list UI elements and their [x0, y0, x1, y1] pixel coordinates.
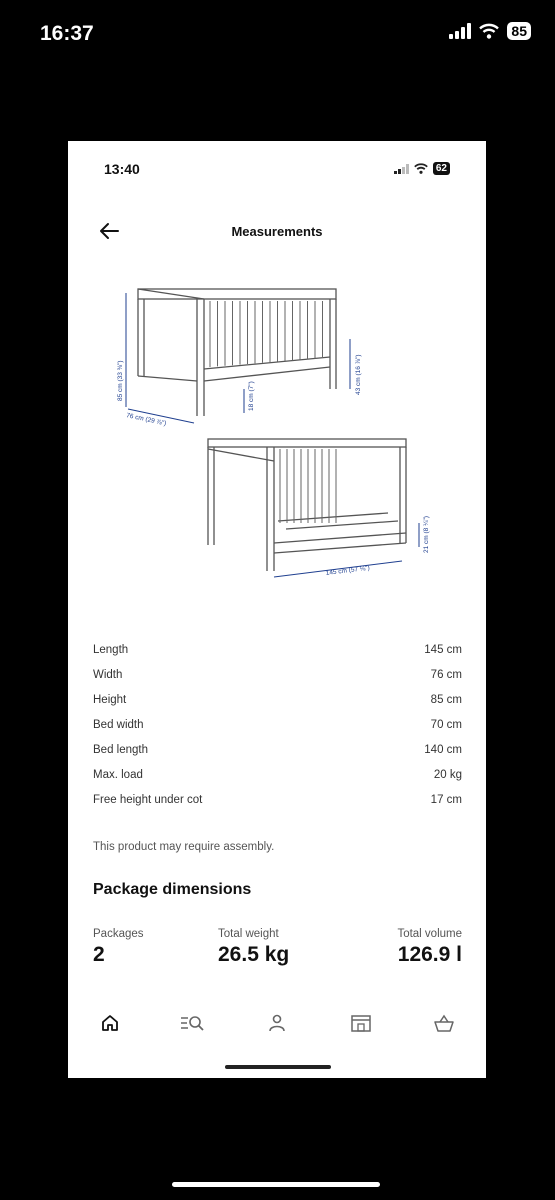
- outer-status-time: 16:37: [40, 22, 94, 45]
- home-icon: [100, 1013, 120, 1033]
- package-heading: Package dimensions: [93, 881, 252, 898]
- spec-row: [93, 744, 462, 769]
- battery-icon: 62: [433, 162, 450, 175]
- basket-icon: [433, 1013, 455, 1033]
- spec-row: [93, 769, 462, 794]
- spec-label: Height: [93, 694, 127, 706]
- spec-row: [93, 794, 462, 819]
- screenshot-panel: [68, 141, 486, 1078]
- wifi-icon: [414, 163, 428, 174]
- cellular-signal-icon: [394, 164, 409, 174]
- bottom-nav: [68, 1003, 486, 1043]
- spec-value: 140 cm: [424, 744, 462, 756]
- spec-value: 76 cm: [430, 669, 462, 681]
- nav-profile[interactable]: [257, 1009, 297, 1037]
- profile-icon: [267, 1013, 287, 1033]
- wifi-icon: [479, 23, 499, 39]
- weight-value: 26.5 kg: [218, 943, 290, 966]
- dim-height-label: 85 cm (33 ⅜"): [117, 360, 124, 401]
- measurement-diagram: [68, 271, 486, 591]
- page-title: Measurements: [231, 224, 323, 239]
- spec-label: Length: [93, 644, 129, 656]
- inner-home-indicator: [225, 1065, 331, 1069]
- spec-value: 20 kg: [433, 769, 462, 781]
- dim-depth-label: 76 cm (29 ⅞"): [125, 412, 167, 428]
- volume-label: Total volume: [397, 928, 462, 940]
- spec-value: 70 cm: [430, 719, 462, 731]
- packages-label: Packages: [93, 928, 144, 940]
- cellular-signal-icon: [449, 23, 471, 39]
- search-icon: [180, 1013, 206, 1033]
- spec-row: [93, 694, 462, 719]
- bed-drawing: [208, 439, 406, 571]
- spec-value: 85 cm: [430, 694, 462, 706]
- packages-stat: [93, 928, 144, 967]
- spec-label: Max. load: [93, 769, 143, 781]
- spec-label: Free height under cot: [93, 794, 203, 806]
- weight-label: Total weight: [218, 928, 279, 940]
- nav-search[interactable]: [173, 1009, 213, 1037]
- spec-label: Bed width: [93, 719, 144, 731]
- dim-rail-height-label: 43 cm (16 ⅞"): [355, 354, 362, 395]
- dim-side-height-label: 21 cm (8 ¼"): [423, 516, 430, 553]
- inner-status-icons: [394, 162, 450, 175]
- crib-drawing: [138, 289, 336, 416]
- dimension-lines: [126, 293, 419, 577]
- spec-row: [93, 669, 462, 694]
- spec-list: [93, 644, 462, 819]
- assembly-note: This product may require assembly.: [93, 841, 275, 853]
- home-indicator: [172, 1182, 380, 1187]
- outer-status-icons: [449, 22, 531, 40]
- store-icon: [350, 1013, 372, 1033]
- packages-value: 2: [93, 943, 105, 966]
- spec-value: 145 cm: [424, 644, 462, 656]
- spec-row: [93, 644, 462, 669]
- inner-status-time: 13:40: [104, 161, 140, 177]
- dim-under-height-label: 18 cm (7"): [248, 381, 255, 411]
- spec-value: 17 cm: [430, 794, 462, 806]
- nav-home[interactable]: [90, 1009, 130, 1037]
- nav-cart[interactable]: [424, 1009, 464, 1037]
- volume-stat: [397, 928, 462, 967]
- spec-row: [93, 719, 462, 744]
- battery-icon: 85: [507, 22, 531, 40]
- nav-stores[interactable]: [341, 1009, 381, 1037]
- volume-value: 126.9 l: [397, 943, 462, 966]
- dim-length-label: 145 cm (57 ⅛"): [325, 564, 371, 577]
- spec-label: Width: [93, 669, 123, 681]
- weight-stat: [218, 928, 289, 967]
- spec-label: Bed length: [93, 744, 148, 756]
